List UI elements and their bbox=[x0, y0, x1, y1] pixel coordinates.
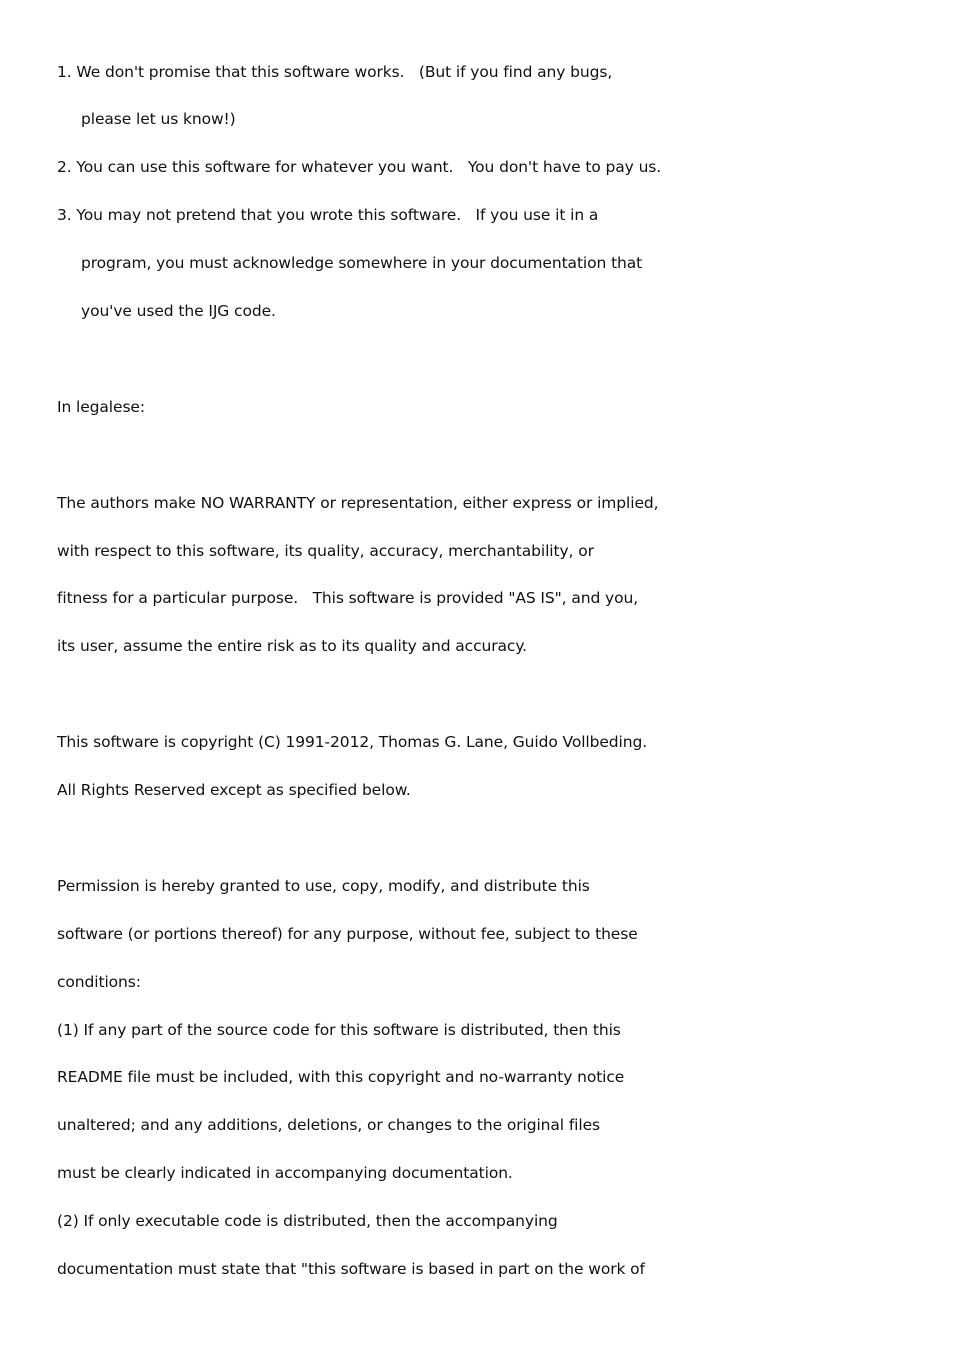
text-line: please let us know!) bbox=[81, 110, 236, 128]
text-line: you've used the IJG code. bbox=[81, 302, 276, 320]
text-line: conditions: bbox=[57, 973, 141, 991]
text-line: (2) If only executable code is distributed, then the accompanying bbox=[57, 1212, 558, 1230]
text-line: README file must be included, with this copyright and no-warranty notice bbox=[57, 1068, 625, 1086]
text-line: program, you must acknowledge somewhere in your documentation that bbox=[81, 254, 643, 272]
text-line: 3. You may not pretend that you wrote this software. If you use it in a bbox=[57, 206, 599, 224]
text-line: All Rights Reserved except as specified below. bbox=[57, 781, 411, 799]
text-line: (1) If any part of the source code for this software is distributed, then this bbox=[57, 1021, 621, 1039]
text-line: with respect to this software, its quality, accuracy, merchantability, or bbox=[57, 542, 594, 560]
text-line: 2. You can use this software for whatever you want. You don't have to pay us. bbox=[57, 158, 662, 176]
text-line: The authors make NO WARRANTY or representation, either express or implied, bbox=[57, 494, 659, 512]
text-line: Permission is hereby granted to use, copy, modify, and distribute this bbox=[57, 877, 590, 895]
text-line: unaltered; and any additions, deletions, or changes to the original files bbox=[57, 1116, 600, 1134]
text-line: 1. We don't promise that this software works. (But if you find any bugs, bbox=[57, 63, 613, 81]
text-line: its user, assume the entire risk as to its quality and accuracy. bbox=[57, 637, 528, 655]
text-line: fitness for a particular purpose. This software is provided "AS IS", and you, bbox=[57, 589, 639, 607]
text-line: This software is copyright (C) 1991-2012, Thomas G. Lane, Guido Vollbeding. bbox=[57, 733, 648, 751]
text-line: must be clearly indicated in accompanying documentation. bbox=[57, 1164, 513, 1182]
text-line: documentation must state that "this software is based in part on the work of bbox=[57, 1260, 645, 1278]
text-line: software (or portions thereof) for any purpose, without fee, subject to these bbox=[57, 925, 638, 943]
text-line: In legalese: bbox=[57, 398, 145, 416]
